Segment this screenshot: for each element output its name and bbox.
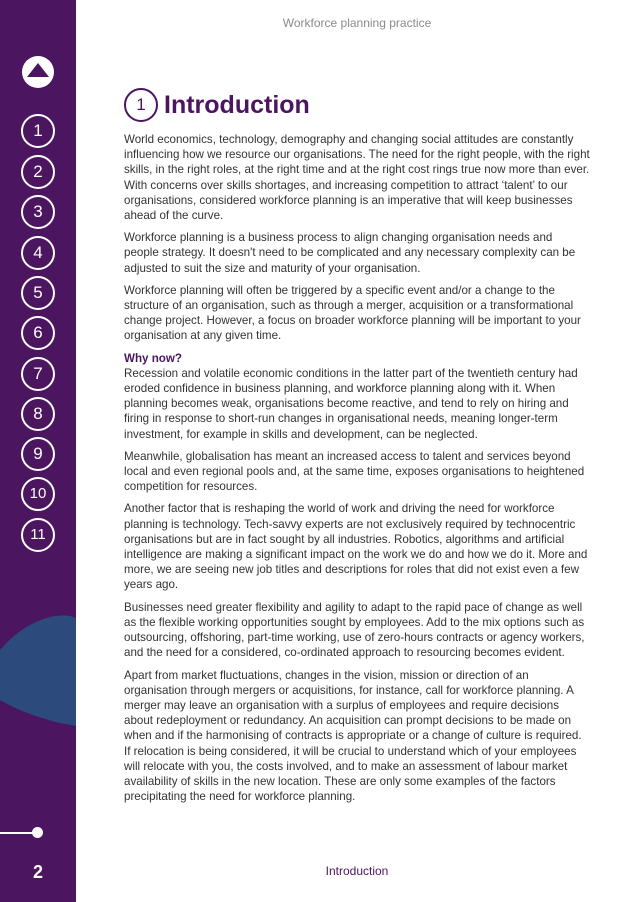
nav-section-5[interactable]: 5	[21, 276, 55, 310]
progress-line	[0, 832, 36, 834]
nav-section-9[interactable]: 9	[21, 437, 55, 471]
paragraph: Businesses need greater flexibility and agility to adapt to the rapid pace of change as well as the flexible working opportunities sought by employees. Add to the mix options such as outsourcing, offshoring, part-time working, use of zero-hours contracts or agency workers, and the need for a considered, co-ordinated approach to resourcing becomes evident.	[124, 600, 585, 660]
up-arrow-icon	[27, 63, 49, 77]
paragraph: Meanwhile, globalisation has meant an increased access to talent and services beyond local and even regional pools and, at the same time, exposes organisations to heightened competition for resources.	[124, 449, 585, 494]
nav-section-7[interactable]: 7	[21, 357, 55, 391]
nav-section-3[interactable]: 3	[21, 195, 55, 229]
paragraph: Another factor that is reshaping the world of work and driving the need for workforce planning is technology. Tech-savvy experts are not exclusively required by technocentric organisations but are in fact sought by all industries. Robotics, algorithms and artificial intelligence are making a significant impact on the work we do and how we do it. More and more, we are seeing new job titles and descriptions for roles that did not exist even a few years ago.	[124, 502, 588, 592]
paragraph: Workforce planning is a business process to align changing organisation needs and people strategy. It doesn't need to be complicated and any necessary complexity can be adjusted to suit the size and maturity of your organisation.	[124, 231, 576, 275]
footer-section-label: Introduction	[325, 864, 389, 878]
page-number: 2	[32, 862, 43, 882]
progress-dot[interactable]	[32, 827, 43, 838]
nav-section-2[interactable]: 2	[21, 155, 55, 189]
paragraph: Apart from market fluctuations, changes in the vision, mission or direction of an organisation through mergers or acquisitions, for instance, call for workforce planning. A merger may leave an organisation with a surplus of employees and require decisions about redeployment or redundancy. An acquisition can prompt decisions to be made on when and if the harmonising of contracts is appropriate or a change of culture is required. If relocation is being considered, it will be crucial to understand which of your employees will relocate with you, the costs involved, and to make an assessment of labour market availability of skills in the new location. These are only some examples of the factors precipitating the need for workforce planning.	[124, 668, 582, 804]
nav-section-10[interactable]: 10	[21, 477, 55, 511]
home-button[interactable]	[22, 56, 54, 88]
running-head: Workforce planning practice	[282, 16, 432, 30]
paragraph: Recession and volatile economic conditions in the latter part of the twentieth century had eroded confidence in business planning, and workforce planning along with it. When planning becomes weak, organisations become reactive, and tend to rely on hiring and firing in response to short-run changes in organisational needs, meaning longer-term investment, for example in skills and development, can be neglected.	[124, 366, 578, 441]
section-heading	[124, 88, 310, 122]
nav-section-8[interactable]: 8	[21, 397, 55, 431]
body-text	[124, 132, 590, 811]
sidebar	[0, 0, 76, 902]
nav-section-11[interactable]: 11	[21, 518, 55, 552]
nav-section-4[interactable]: 4	[21, 236, 55, 270]
subheading-why-now: Why now?	[124, 351, 182, 365]
nav-section-6[interactable]: 6	[21, 316, 55, 350]
paragraph: Workforce planning will often be triggered by a specific event and/or a change to the structure of an organisation, such as through a merger, acquisition or a transformational change project. However, a focus on broader workforce planning will be important to your organisation at any given time.	[124, 283, 581, 343]
page-title: Introduction	[164, 90, 310, 119]
nav-section-1[interactable]: 1	[21, 114, 55, 148]
section-number-badge: 1	[124, 88, 158, 122]
paragraph: World economics, technology, demography and changing social attitudes are constantly influencing how we resource our organisations. The need for the right people, with the right skills, in the right roles, at the right time and at the right cost rings true now more than ever. With concerns over skills shortages, and increasing competition to attract ‘talent’ to our organisations, considered workforce planning is an imperative that will keep businesses ahead of the curve.	[124, 133, 590, 223]
